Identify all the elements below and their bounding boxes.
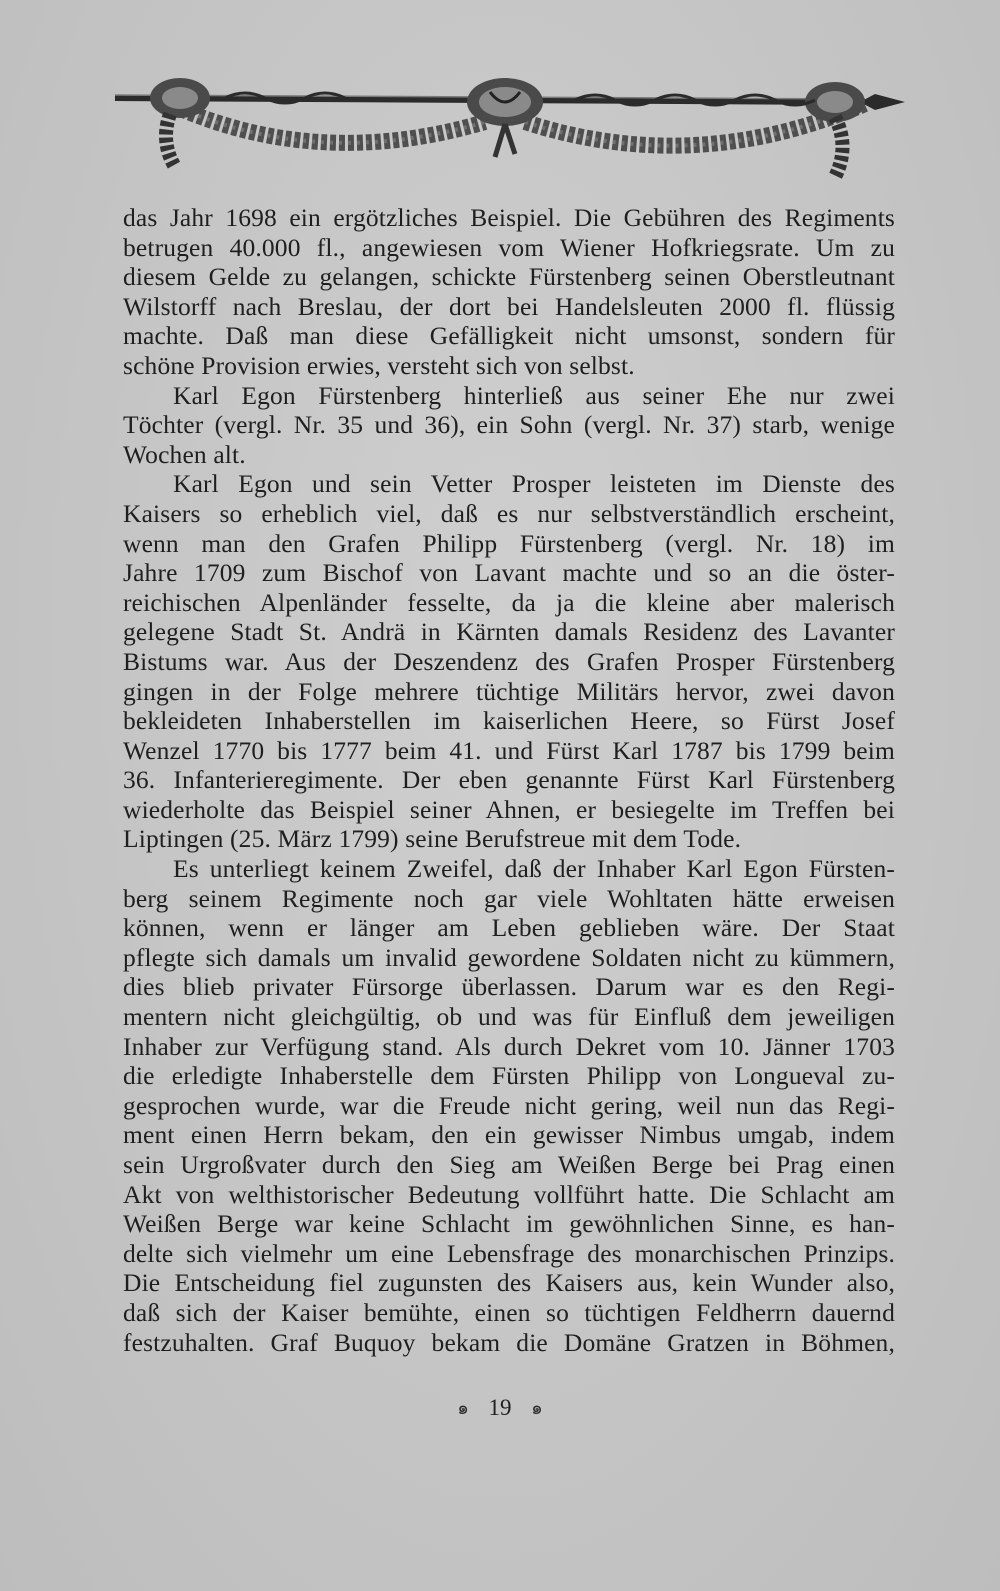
- footer-ornament-left-icon: ๑: [457, 1398, 469, 1419]
- text-line: ment einen Herrn bekam, den ein gewisser Nimbus umgab, indem: [123, 1120, 895, 1150]
- page-footer: [0, 1393, 1000, 1422]
- text-line: machte. Daß man diese Gefälligkeit nicht umsonst, sondern für: [123, 321, 895, 351]
- text-line: Töchter (vergl. Nr. 35 und 36), ein Sohn (vergl. Nr. 37) starb, wenige: [123, 410, 895, 440]
- text-line: 36. Infanterieregimente. Der eben genannte Fürst Karl Fürstenberg: [123, 765, 895, 795]
- text-line: Akt von welthistorischer Bedeutung vollführt hatte. Die Schlacht am: [123, 1179, 895, 1209]
- text-line: Kaisers so erheblich viel, daß es nur selbstverständlich erscheint,: [123, 498, 895, 528]
- body-text: [123, 203, 895, 1357]
- text-line: Inhaber zur Verfügung stand. Als durch Dekret vom 10. Jänner 1703: [123, 1031, 895, 1061]
- text-line: Wochen alt.: [123, 439, 246, 469]
- text-line: bekleideten Inhaberstellen im kaiserlichen Heere, so Fürst Josef: [123, 706, 895, 736]
- text-line: Karl Egon Fürstenberg hinterließ aus seiner Ehe nur zwei: [173, 380, 895, 410]
- text-line: schöne Provision erwies, versteht sich von selbst.: [123, 350, 635, 380]
- text-line: Wilstorff nach Breslau, der dort bei Handelsleuten 2000 fl. flüssig: [123, 291, 895, 321]
- text-line: wenn man den Grafen Philipp Fürstenberg (vergl. Nr. 18) im: [123, 528, 895, 558]
- text-line: Weißen Berge war keine Schlacht im gewöhnlichen Sinne, es han-: [123, 1209, 895, 1239]
- text-line: Liptingen (25. März 1799) seine Berufstreue mit dem Tode.: [123, 824, 742, 854]
- page-number: 19: [488, 1394, 512, 1420]
- text-line: pflegte sich damals um invalid gewordene Soldaten nicht zu kümmern,: [123, 942, 895, 972]
- text-line: sein Urgroßvater durch den Sieg am Weißen Berge bei Prag einen: [123, 1150, 895, 1179]
- text-line: die erledigte Inhaberstelle dem Fürsten Philipp von Longueval zu-: [123, 1061, 895, 1091]
- text-line: Bistums war. Aus der Deszendenz des Grafen Prosper Fürstenberg: [123, 646, 895, 676]
- text-line: delte sich vielmehr um eine Lebensfrage des monarchischen Prinzips.: [123, 1238, 895, 1268]
- text-line: Es unterliegt keinem Zweifel, daß der Inhaber Karl Egon Fürsten-: [173, 854, 895, 884]
- text-line: das Jahr 1698 ein ergötzliches Beispiel. Die Gebühren des Regiments: [123, 203, 895, 232]
- text-line: mentern nicht gleichgültig, ob und was für Einfluß dem jeweiligen: [123, 1002, 895, 1032]
- text-line: berg seinem Regimente noch gar viele Wohltaten hätte erweisen: [123, 883, 895, 913]
- footer-ornament-right-icon: ๑: [531, 1398, 543, 1419]
- text-line: gesprochen wurde, war die Freude nicht gering, weil nun das Regi-: [123, 1090, 895, 1120]
- text-line: gelegene Stadt St. Andrä in Kärnten damals Residenz des Lavanter: [123, 617, 895, 647]
- text-line: daß sich der Kaiser bemühte, einen so tüchtigen Feldherrn dauernd: [123, 1297, 895, 1327]
- text-line: Die Entscheidung fiel zugunsten des Kaisers aus, kein Wunder also,: [123, 1268, 895, 1298]
- text-line: können, wenn er länger am Leben geblieben wäre. Der Staat: [123, 913, 895, 943]
- text-line: Jahre 1709 zum Bischof von Lavant machte und so an die öster-: [123, 558, 895, 588]
- text-line: festzuhalten. Graf Buquoy bekam die Domäne Gratzen in Böhmen,: [123, 1327, 895, 1357]
- text-line: Wenzel 1770 bis 1777 beim 41. und Fürst Karl 1787 bis 1799 beim: [123, 735, 895, 765]
- text-line: dies blieb privater Fürsorge überlassen. Darum war es den Regi-: [123, 972, 895, 1002]
- text-line: Karl Egon und sein Vetter Prosper leisteten im Dienste des: [173, 469, 895, 499]
- garland-lance-ornament: [105, 62, 915, 190]
- text-line: reichischen Alpenländer fesselte, da ja die kleine aber malerisch: [123, 587, 895, 617]
- text-line: gingen in der Folge mehrere tüchtige Militärs hervor, zwei davon: [123, 676, 895, 706]
- text-line: wiederholte das Beispiel seiner Ahnen, er besiegelte im Treffen bei: [123, 794, 895, 824]
- text-line: betrugen 40.000 fl., angewiesen vom Wiener Hofkriegsrate. Um zu: [123, 232, 895, 262]
- text-line: diesem Gelde zu gelangen, schickte Fürstenberg seinen Oberstleutnant: [123, 262, 895, 292]
